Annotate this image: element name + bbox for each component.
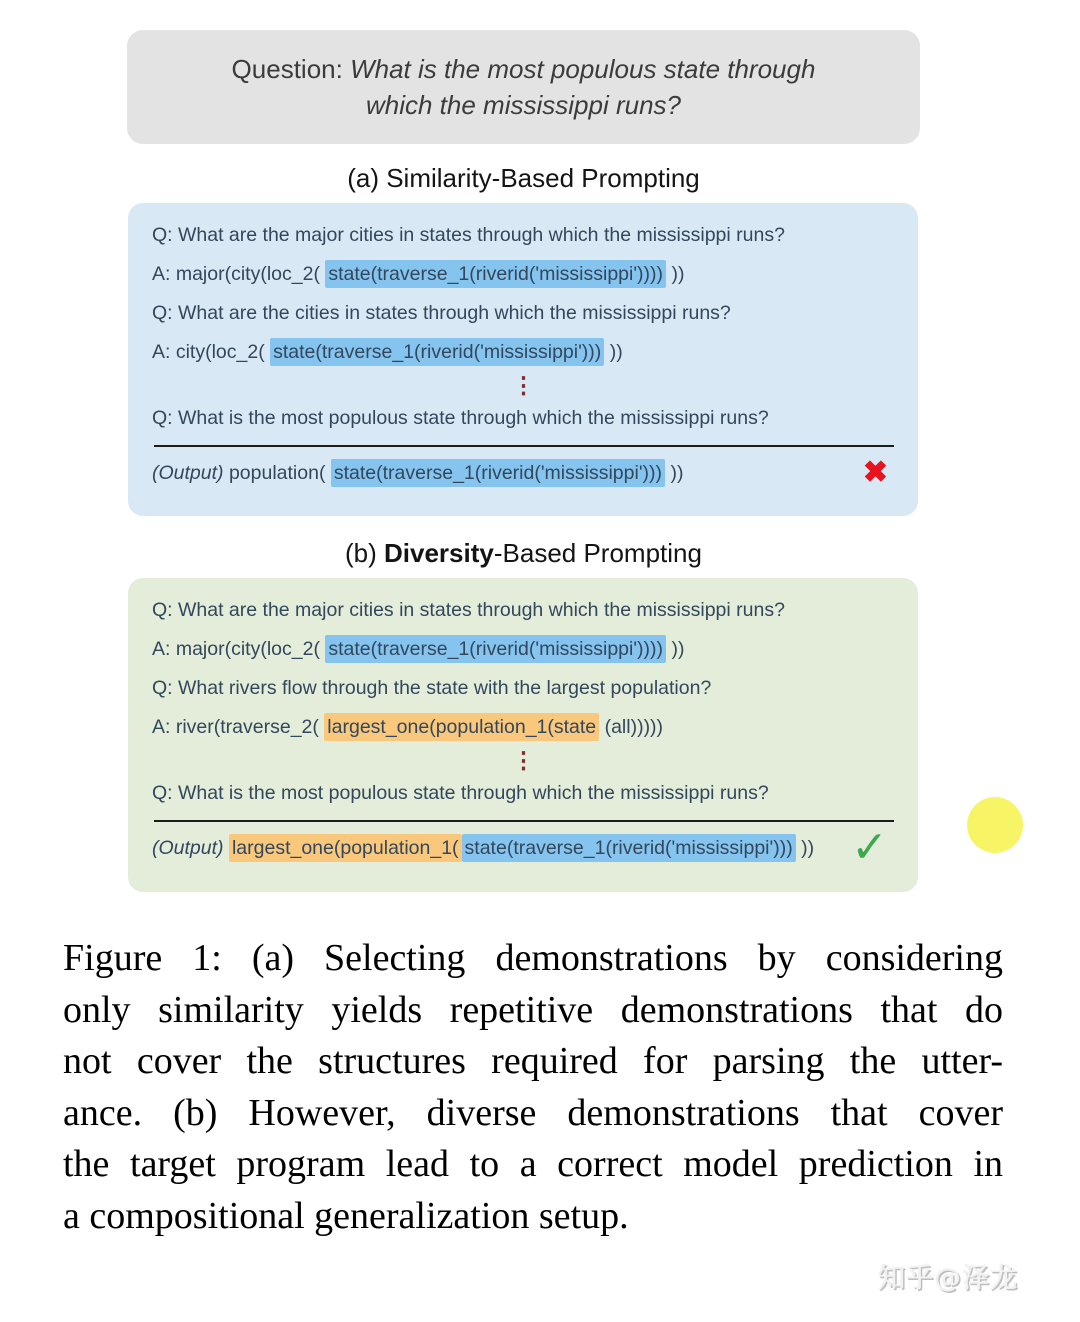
- blue-highlight: state(traverse_1(riverid('mississippi')))): [325, 635, 666, 663]
- output-label: (Output): [152, 837, 224, 859]
- orange-highlight: largest_one(population_1(state: [324, 713, 599, 741]
- blue-highlight: state(traverse_1(riverid('mississippi'))): [462, 834, 796, 862]
- demo-answer: [152, 333, 896, 372]
- panel-b-heading: [127, 538, 920, 569]
- answer-suffix: )): [666, 263, 685, 285]
- caption-line: Figure 1: (a) Selecting demonstrations by considering: [63, 937, 1003, 979]
- cross-mark-icon: ✖: [862, 456, 888, 489]
- yellow-highlight-dot: [967, 797, 1023, 853]
- output-suffix: )): [795, 837, 815, 859]
- output-text: [152, 451, 683, 495]
- answer-prefix: A: river(traverse_2(: [152, 716, 325, 738]
- answer-prefix: A: city(loc_2(: [152, 341, 271, 363]
- question-text: What is the most populous state through which the mississippi runs?: [350, 54, 816, 120]
- demo-question: Q: What are the major cities in states through which the mississippi runs?: [152, 599, 785, 621]
- demo-answer: [152, 255, 896, 294]
- check-mark-icon: ✓: [851, 823, 888, 872]
- demo-answer: [152, 630, 896, 669]
- demo-question: Q: What is the most populous state through which the mississippi runs?: [152, 782, 769, 804]
- prompt-output-divider: [154, 445, 894, 447]
- output-suffix: )): [665, 462, 684, 484]
- zhihu-watermark: 知乎@泽龙: [878, 1263, 1018, 1294]
- output-row: [152, 823, 896, 872]
- demo-answer: [152, 708, 896, 747]
- question-label: Question:: [231, 54, 351, 84]
- demo-question: Q: What are the cities in states through which the mississippi runs?: [152, 302, 731, 324]
- vertical-ellipsis-icon: ⋮: [512, 747, 536, 773]
- panel-b-heading-bold: Diversity: [384, 538, 494, 568]
- answer-suffix: )): [666, 638, 685, 660]
- caption-line: not cover the structures required for parsing the utter-: [63, 1040, 1003, 1082]
- caption-line: the target program lead to a correct model prediction in: [63, 1143, 1003, 1185]
- answer-suffix: (all))))): [599, 716, 664, 738]
- panel-a-heading-text: Similarity-Based Prompting: [386, 163, 700, 193]
- caption-line: only similarity yields repetitive demonstrations that do: [63, 988, 1003, 1031]
- caption-line: ance. (b) However, diverse demonstrations that cover: [63, 1091, 1003, 1134]
- answer-prefix: A: major(city(loc_2(: [152, 638, 326, 660]
- output-row: [152, 451, 896, 495]
- demo-question: Q: What is the most populous state through which the mississippi runs?: [152, 407, 769, 429]
- question-text-block: [224, 51, 824, 123]
- panel-a-heading-prefix: (a): [347, 163, 387, 193]
- output-label: (Output): [152, 462, 224, 484]
- similarity-panel: [128, 203, 918, 516]
- vertical-ellipsis-icon: ⋮: [512, 372, 536, 398]
- caption-line: a compositional generalization setup.: [63, 1194, 629, 1237]
- panel-b-heading-prefix: (b): [345, 538, 385, 568]
- question-box: [127, 30, 920, 144]
- diversity-panel: [128, 578, 918, 892]
- blue-highlight: state(traverse_1(riverid('mississippi'))): [270, 338, 604, 366]
- demo-question: Q: What rivers flow through the state with the largest population?: [152, 677, 712, 699]
- demo-question: Q: What are the major cities in states through which the mississippi runs?: [152, 224, 785, 246]
- figure-caption: [63, 933, 1003, 1242]
- output-prefix: population(: [223, 462, 331, 484]
- answer-prefix: A: major(city(loc_2(: [152, 263, 326, 285]
- blue-highlight: state(traverse_1(riverid('mississippi'))): [331, 459, 665, 487]
- answer-suffix: )): [604, 341, 623, 363]
- prompt-output-divider: [154, 820, 894, 822]
- orange-highlight: largest_one(population_1(: [229, 834, 462, 862]
- panel-a-heading: [127, 163, 920, 194]
- panel-b-heading-text: -Based Prompting: [493, 538, 702, 568]
- output-text: [152, 826, 814, 870]
- blue-highlight: state(traverse_1(riverid('mississippi')))): [325, 260, 666, 288]
